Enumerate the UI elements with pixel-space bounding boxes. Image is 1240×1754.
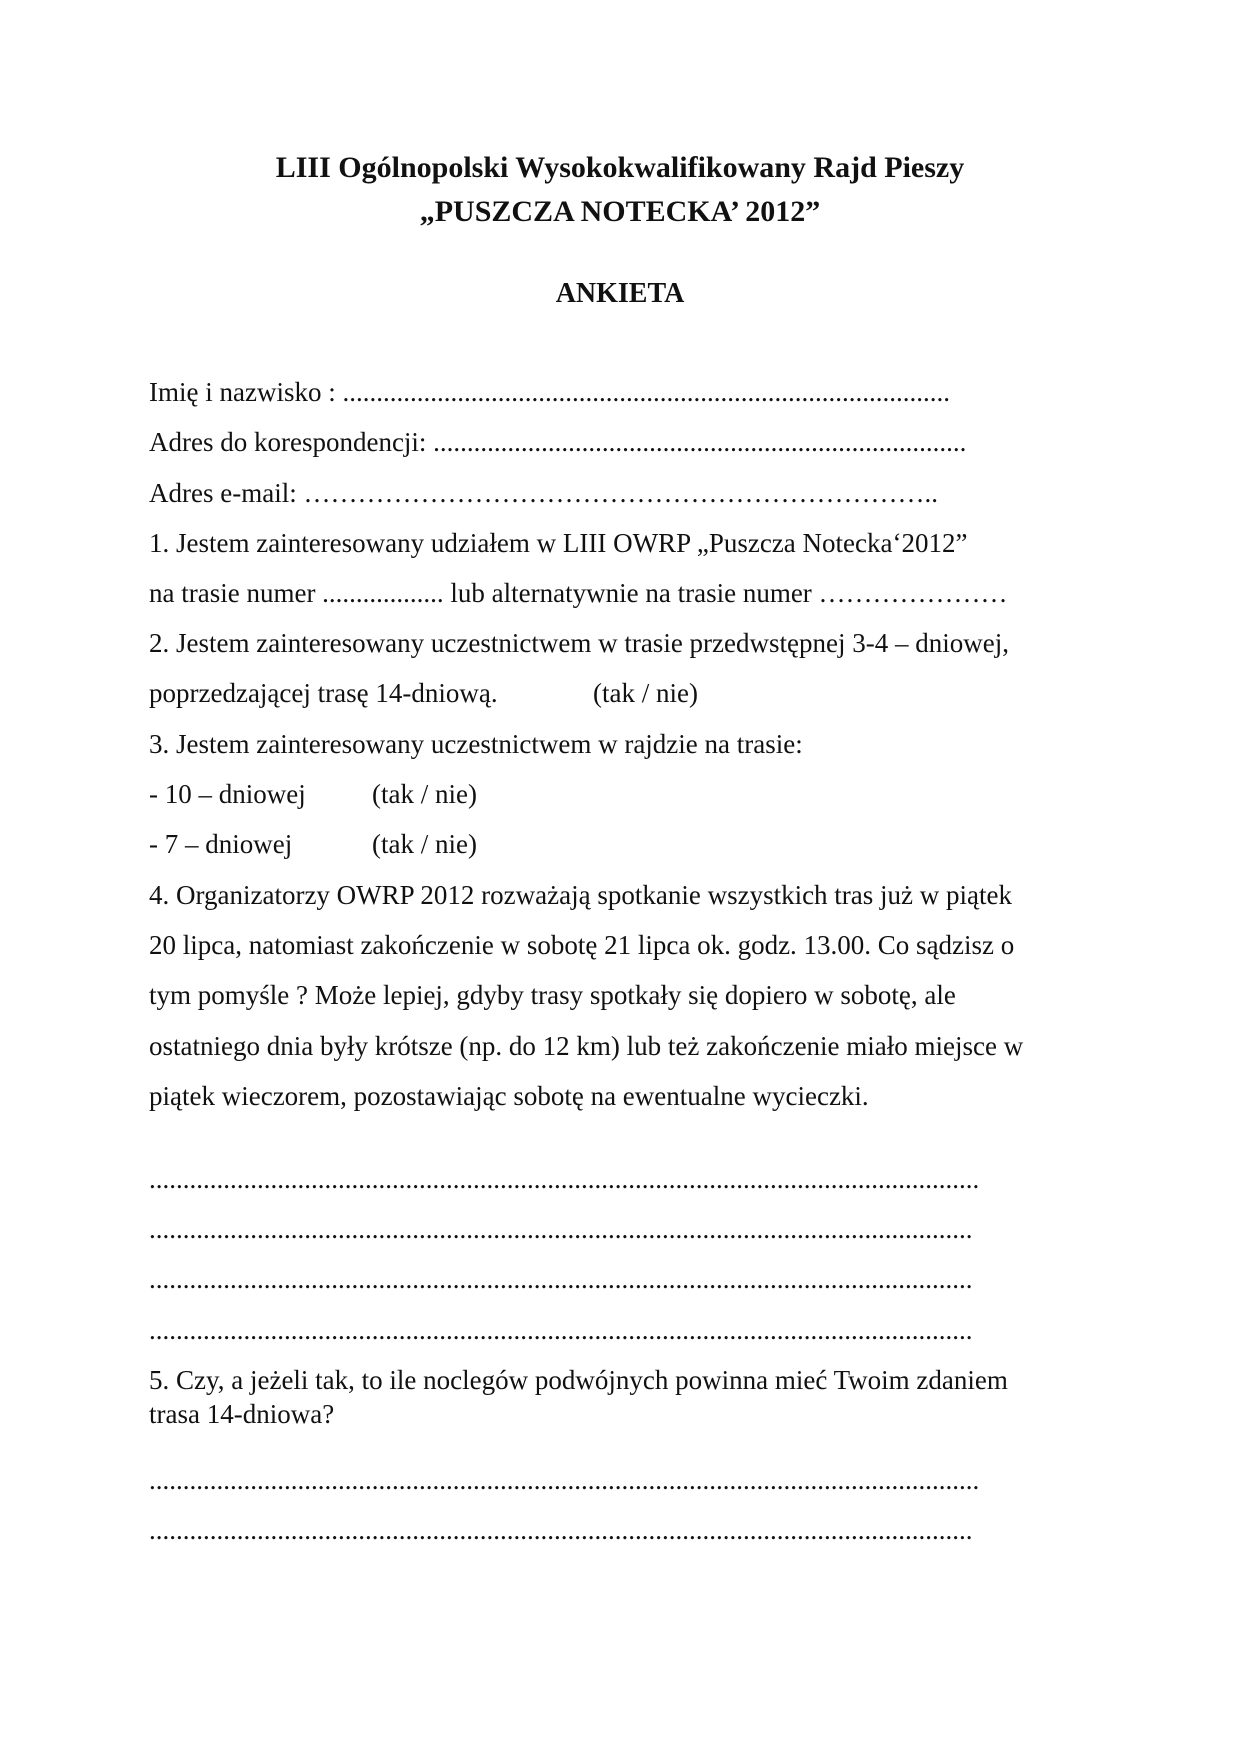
question-4-line-2: 20 lipca, natomiast zakończenie w sobotę 21 lipca ok. godz. 13.00. Co sądzisz o — [149, 930, 1015, 960]
question-3-option-7-choice: (tak / nie) — [372, 829, 477, 859]
question-4-answer-line-1: ........................................................................................................................... — [149, 1164, 980, 1194]
question-2-text: poprzedzającej trasę 14-dniową. — [149, 678, 498, 708]
question-4-answer-line-2: .......................................................................................................................... — [149, 1214, 973, 1244]
document-title-line-2: „PUSZCZA NOTECKA’ 2012” — [419, 195, 821, 228]
question-4-line-4: ostatniego dnia były krótsze (np. do 12 km) lub też zakończenie miało miejsce w — [149, 1031, 1024, 1061]
question-4-line-1: 4. Organizatorzy OWRP 2012 rozważają spotkanie wszystkich tras już w piątek — [149, 880, 1012, 910]
question-3-line-1: 3. Jestem zainteresowany uczestnictwem w rajdzie na trasie: — [149, 729, 803, 759]
question-3-option-10-text: - 10 – dniowej — [149, 779, 306, 809]
question-3-option-10-day — [149, 777, 649, 811]
question-3-option-7-day — [149, 827, 649, 861]
email-field: Adres e-mail: …………………………………………………………….. — [149, 478, 938, 508]
question-2-choice: (tak / nie) — [593, 678, 698, 708]
question-1-line-1: 1. Jestem zainteresowany udziałem w LIII OWRP „Puszcza Notecka‘2012” — [149, 528, 968, 558]
survey-heading: ANKIETA — [555, 278, 685, 309]
question-2-line-1: 2. Jestem zainteresowany uczestnictwem w trasie przedwstępnej 3-4 – dniowej, — [149, 628, 1009, 658]
question-1-line-2: na trasie numer .................. lub alternatywnie na trasie numer ………………… — [149, 578, 1008, 608]
document-title-line-1: LIII Ogólnopolski Wysokokwalifikowany Rajd Pieszy — [275, 151, 965, 184]
question-5-answer-line-1: ........................................................................................................................... — [149, 1465, 980, 1495]
question-2-line-2 — [149, 676, 849, 710]
question-3-option-7-text: - 7 – dniowej — [149, 829, 293, 859]
question-5-line-2: trasa 14-dniowa? — [149, 1399, 335, 1429]
question-4-answer-line-4: .......................................................................................................................... — [149, 1315, 973, 1345]
question-3-option-10-choice: (tak / nie) — [372, 779, 477, 809]
question-4-line-3: tym pomyśle ? Może lepiej, gdyby trasy spotkały się dopiero w sobotę, ale — [149, 980, 956, 1010]
question-4-answer-line-3: .......................................................................................................................... — [149, 1264, 973, 1294]
question-5-answer-line-2: .......................................................................................................................... — [149, 1515, 973, 1545]
address-field: Adres do korespondencji: ............................................................................... — [149, 427, 967, 457]
name-field: Imię i nazwisko : .......................................................................................... — [149, 377, 950, 407]
question-5-line-1: 5. Czy, a jeżeli tak, to ile noclegów podwójnych powinna mieć Twoim zdaniem — [149, 1365, 1008, 1395]
question-4-line-5: piątek wieczorem, pozostawiając sobotę na ewentualne wycieczki. — [149, 1081, 869, 1111]
